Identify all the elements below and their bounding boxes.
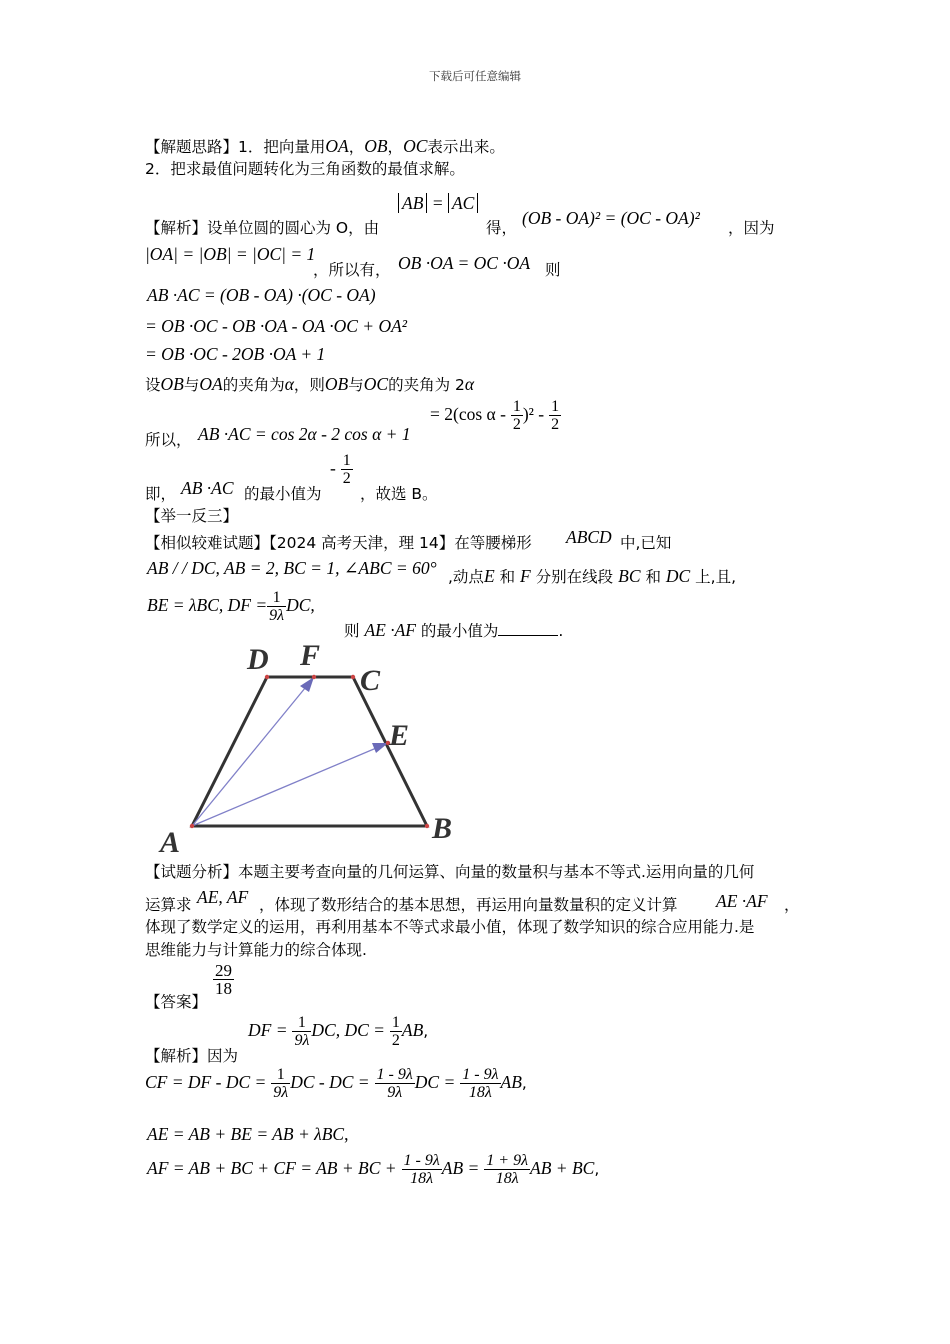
trapezoid-figure xyxy=(155,640,475,860)
expr-part: BE = λBC, DF = xyxy=(147,595,268,615)
comma: , xyxy=(594,1160,600,1178)
and-text: 和 xyxy=(645,568,661,586)
analysis-line-1: 【试题分析】本题主要考查向量的几何运算、向量的数量积与基本不等式.运用向量的几何 xyxy=(145,863,755,881)
fraction xyxy=(292,1014,311,1049)
angle-text: 的夹角为 xyxy=(222,376,285,394)
solution2-line-4 xyxy=(147,1152,599,1187)
alpha-symbol: α xyxy=(284,374,294,394)
thinking-line-2: 2．把求最值问题转化为三角函数的最值求解。 xyxy=(145,160,465,178)
ask-line xyxy=(344,620,563,641)
expr-part: AB + BC xyxy=(530,1158,595,1178)
answer-blank xyxy=(498,621,558,636)
solution2-line-2 xyxy=(145,1066,527,1101)
numerator: 1 + 9λ xyxy=(486,1152,529,1169)
vectors-ae-af: AE, AF xyxy=(197,887,249,907)
fraction-answer xyxy=(213,962,234,997)
segment-dc: DC xyxy=(665,566,691,586)
because-text: ，因为 xyxy=(728,219,775,237)
vector-af xyxy=(192,682,310,826)
ask-expression: AE ·AF xyxy=(364,620,416,640)
squared-equation: (OB - OA)² = (OC - OA)² xyxy=(522,208,700,228)
vector-ae xyxy=(192,746,381,826)
denominator: 9λ xyxy=(269,607,285,624)
point-f: F xyxy=(520,566,531,586)
fraction xyxy=(271,1066,290,1101)
choose-b-text: ，故选 B。 xyxy=(360,485,438,503)
abs-ab: AB xyxy=(398,193,427,213)
denominator: 2 xyxy=(551,416,560,433)
dot-ae-af: AE ·AF xyxy=(716,891,768,911)
abs-equality: AB = AC xyxy=(398,190,478,216)
separator: ， xyxy=(387,138,404,156)
known-text: 中,已知 xyxy=(620,534,672,552)
denominator: 2 xyxy=(342,470,351,487)
expr-part: DF = xyxy=(248,1020,288,1040)
expr-part: DC = xyxy=(414,1072,456,1092)
answer-value xyxy=(213,962,234,997)
fraction xyxy=(267,589,286,624)
analysis-line-2 xyxy=(145,895,192,915)
label-d: D xyxy=(247,643,269,676)
solution2-label: 【解析】因为 xyxy=(145,1047,239,1065)
point-b xyxy=(425,824,429,828)
alpha-symbol: α xyxy=(464,374,475,394)
numerator: 1 xyxy=(342,452,351,469)
denominator: 2 xyxy=(512,416,521,433)
expr-part: AB = xyxy=(441,1158,480,1178)
ask-tail: 的最小值为 xyxy=(420,622,499,640)
expr-part: )² - xyxy=(522,404,545,424)
vector-oa: OA xyxy=(199,374,223,394)
moving-text: ,动点 xyxy=(448,568,484,586)
thinking-line-1 xyxy=(145,136,505,157)
then-text: 则 xyxy=(545,261,561,279)
so-label: 所以， xyxy=(145,431,192,449)
denominator: 18 xyxy=(215,979,232,998)
denominator: 2 xyxy=(391,1032,400,1049)
denominator: 18λ xyxy=(410,1170,434,1187)
denominator: 18λ xyxy=(468,1084,492,1101)
point-a xyxy=(190,824,194,828)
so-completed-square xyxy=(430,398,561,433)
fraction xyxy=(390,1014,402,1049)
problem-label: 【相似较难试题】【2024 高考天津，理 14】在等腰梯形 xyxy=(145,534,532,552)
unit-equation: |OA| = |OB| = |OC| = 1 xyxy=(145,244,316,264)
solution2-line-1 xyxy=(248,1014,428,1049)
comma: , xyxy=(344,1124,349,1144)
segment-bc: BC xyxy=(618,566,641,586)
point-f xyxy=(312,675,316,679)
comma: , xyxy=(423,1022,429,1040)
dot-equation: OB ·OA = OC ·OA xyxy=(398,253,531,273)
label-b: B xyxy=(432,812,453,845)
and-text: 和 xyxy=(499,568,516,586)
got-text: 得， xyxy=(486,219,518,237)
numerator: 1 - 9λ xyxy=(462,1066,499,1083)
expr-part: AB xyxy=(401,1020,424,1040)
page-header-watermark: 下载后可任意编辑 xyxy=(429,69,521,83)
numerator: 1 - 9λ xyxy=(376,1066,413,1083)
angle-text: ，则 xyxy=(293,376,325,394)
denominator: 9λ xyxy=(273,1084,289,1101)
separator: ， xyxy=(348,138,365,156)
min-label: 即， xyxy=(145,485,177,503)
fraction xyxy=(402,1152,442,1187)
ask-text: 则 xyxy=(344,622,360,640)
vector-ob: OB xyxy=(364,136,388,156)
point-c xyxy=(351,675,355,679)
angle-line xyxy=(145,374,474,395)
expr-part: DC, xyxy=(286,595,315,615)
expr-part: AB xyxy=(500,1072,522,1092)
expr-part: = 2(cos α - xyxy=(430,404,506,424)
min-expression: AB ·AC xyxy=(181,478,234,498)
analysis-line-4: 思维能力与计算能力的综合体现. xyxy=(145,941,367,959)
expr-part: DC - DC = xyxy=(290,1072,370,1092)
numerator: 1 xyxy=(267,589,286,607)
abs-ac: AC xyxy=(448,193,478,213)
expr-part: CF = DF - DC = xyxy=(145,1072,267,1092)
derivation-step-2: = OB ·OC - OB ·OA - OA ·OC + OA² xyxy=(145,316,408,336)
vector-oc: OC xyxy=(363,374,389,394)
denominator: 18λ xyxy=(495,1170,519,1187)
solution1-label: 【解析】设单位圆的圆心为 O，由 xyxy=(145,219,380,237)
fraction xyxy=(484,1152,530,1187)
vector-oa: OA xyxy=(325,136,349,156)
numerator: 1 xyxy=(292,1014,311,1032)
arrowhead-ae xyxy=(372,743,388,753)
derivation-step-3: = OB ·OC - 2OB ·OA + 1 xyxy=(145,344,326,364)
denominator: 9λ xyxy=(294,1032,310,1049)
fraction-half xyxy=(511,398,523,433)
solution2-line-3 xyxy=(147,1124,348,1144)
expr-part: DC, DC = xyxy=(311,1020,385,1040)
numerator: 29 xyxy=(215,961,232,980)
vector-ob: OB xyxy=(160,374,184,394)
comma: , xyxy=(521,1074,527,1092)
analysis-text-2: ，体现了数形结合的基本思想，再运用向量数量积的定义计算 xyxy=(259,896,678,914)
so-have-text: ，所以有， xyxy=(313,261,391,279)
analysis-line-3: 体现了数学定义的运用，再利用基本不等式求最小值，体现了数学知识的综合应用能力.是 xyxy=(145,918,755,936)
analysis-comma: ， xyxy=(784,896,800,914)
denominator: 9λ xyxy=(387,1084,403,1101)
vector-ob: OB xyxy=(324,374,349,394)
moving-points-line xyxy=(448,566,736,587)
arrowhead-af xyxy=(300,677,314,692)
so-expression: AB ·AC = cos 2α - 2 cos α + 1 xyxy=(198,424,411,444)
label-a: A xyxy=(160,826,181,859)
min-value xyxy=(330,452,353,487)
min-line xyxy=(145,484,176,504)
label-e: E xyxy=(389,719,410,752)
numerator: 1 xyxy=(271,1066,290,1084)
numerator: 1 xyxy=(551,398,560,415)
derivation-step-1: AB ·AC = (OB - OA) ·(OC - OA) xyxy=(147,285,376,305)
angle-text: 与 xyxy=(183,376,200,394)
fraction-half xyxy=(549,398,561,433)
numerator: 1 xyxy=(512,398,521,415)
label-f: F xyxy=(300,640,321,672)
numerator: 1 xyxy=(391,1014,400,1031)
label-c: C xyxy=(360,664,381,697)
numerator: 1 - 9λ xyxy=(403,1152,440,1169)
minus-sign: - xyxy=(330,458,336,478)
angle-text: 设 xyxy=(145,376,161,394)
shape-abcd: ABCD xyxy=(566,527,612,547)
upon-text: 上,且, xyxy=(695,568,736,586)
fraction-half xyxy=(341,452,353,487)
thinking-tail: 表示出来。 xyxy=(427,138,505,156)
fraction xyxy=(460,1066,500,1101)
angle-text: 与 xyxy=(348,376,364,394)
problem-definition-line xyxy=(147,589,315,624)
thinking-label: 【解题思路】1．把向量用 xyxy=(145,138,326,156)
on-text: 分别在线段 xyxy=(535,568,614,586)
analysis-text: 运算求 xyxy=(145,896,192,914)
problem-conditions: AB / / DC, AB = 2, BC = 1, ∠ABC = 60° xyxy=(147,558,437,578)
expr-part: AF = AB + BC + CF = AB + BC + xyxy=(147,1158,397,1178)
expr-part: AE = AB + BE = AB + λBC xyxy=(147,1124,345,1144)
angle-text: 的夹角为 2 xyxy=(388,376,465,394)
fraction xyxy=(375,1066,415,1101)
analogy-label: 【举一反三】 xyxy=(145,507,239,525)
vector-oc: OC xyxy=(403,136,428,156)
point-e: E xyxy=(483,566,495,586)
min-text: 的最小值为 xyxy=(244,485,322,503)
answer-label: 【答案】 xyxy=(145,993,208,1011)
period: . xyxy=(558,622,564,640)
